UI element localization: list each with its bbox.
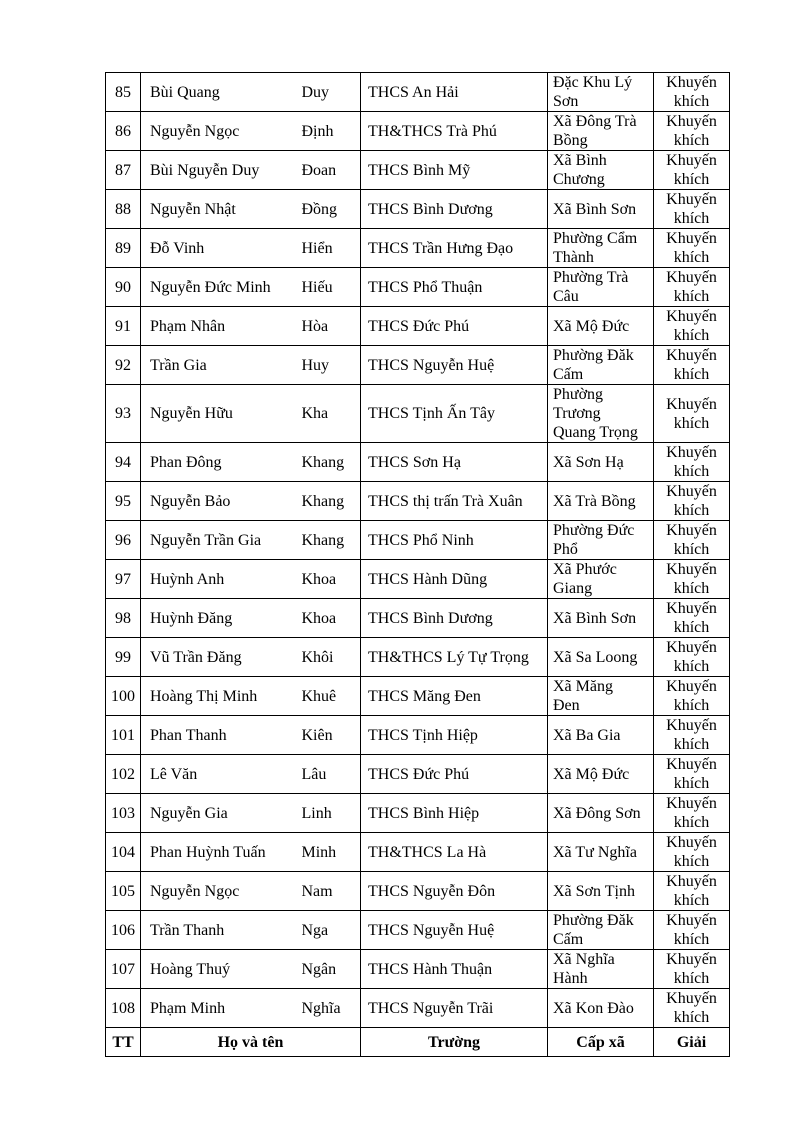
prize-cell: Khuyến khích: [654, 268, 730, 307]
last-middle-name-cell: Nguyễn Trần Gia: [141, 521, 301, 560]
table-row: [106, 989, 730, 1028]
first-name-cell: Đoan: [301, 151, 361, 190]
last-middle-name-cell: Nguyễn Ngọc: [141, 872, 301, 911]
school-cell: THCS An Hải: [361, 73, 548, 112]
prize-cell: Khuyến khích: [654, 190, 730, 229]
last-middle-name-cell: Nguyễn Hữu: [141, 385, 301, 443]
commune-cell: Xã Nghĩa Hành: [548, 950, 654, 989]
first-name-cell: Nga: [301, 911, 361, 950]
results-table-body: [106, 73, 730, 1028]
table-row: [106, 560, 730, 599]
school-cell: THCS Bình Hiệp: [361, 794, 548, 833]
commune-cell: Xã Sơn Tịnh: [548, 872, 654, 911]
first-name-cell: Khang: [301, 521, 361, 560]
last-middle-name-cell: Nguyễn Ngọc: [141, 112, 301, 151]
last-middle-name-cell: Bùi Nguyễn Duy: [141, 151, 301, 190]
first-name-cell: Kha: [301, 385, 361, 443]
column-header-school: Trường: [361, 1028, 548, 1057]
commune-cell: Xã Mộ Đức: [548, 307, 654, 346]
prize-cell: Khuyến khích: [654, 482, 730, 521]
row-number-cell: 100: [106, 677, 141, 716]
school-cell: TH&THCS La Hà: [361, 833, 548, 872]
first-name-cell: Minh: [301, 833, 361, 872]
last-middle-name-cell: Phạm Minh: [141, 989, 301, 1028]
prize-cell: Khuyến khích: [654, 385, 730, 443]
school-cell: THCS Nguyễn Trãi: [361, 989, 548, 1028]
prize-cell: Khuyến khích: [654, 599, 730, 638]
table-row: [106, 112, 730, 151]
row-number-cell: 105: [106, 872, 141, 911]
last-middle-name-cell: Nguyễn Gia: [141, 794, 301, 833]
first-name-cell: Khang: [301, 443, 361, 482]
row-number-cell: 95: [106, 482, 141, 521]
first-name-cell: Nam: [301, 872, 361, 911]
column-header-commune: Cấp xã: [548, 1028, 654, 1057]
row-number-cell: 86: [106, 112, 141, 151]
row-number-cell: 96: [106, 521, 141, 560]
commune-cell: Xã Kon Đào: [548, 989, 654, 1028]
first-name-cell: Khôi: [301, 638, 361, 677]
row-number-cell: 92: [106, 346, 141, 385]
last-middle-name-cell: Huỳnh Đăng: [141, 599, 301, 638]
row-number-cell: 94: [106, 443, 141, 482]
school-cell: THCS Đức Phú: [361, 755, 548, 794]
row-number-cell: 108: [106, 989, 141, 1028]
table-row: [106, 268, 730, 307]
school-cell: THCS Tịnh Hiệp: [361, 716, 548, 755]
first-name-cell: Khang: [301, 482, 361, 521]
first-name-cell: Hòa: [301, 307, 361, 346]
row-number-cell: 93: [106, 385, 141, 443]
last-middle-name-cell: Hoàng Thuý: [141, 950, 301, 989]
prize-cell: Khuyến khích: [654, 677, 730, 716]
last-middle-name-cell: Lê Văn: [141, 755, 301, 794]
school-cell: THCS Đức Phú: [361, 307, 548, 346]
school-cell: THCS Phổ Ninh: [361, 521, 548, 560]
table-row: [106, 638, 730, 677]
table-row: [106, 677, 730, 716]
school-cell: THCS Bình Dương: [361, 599, 548, 638]
first-name-cell: Hiển: [301, 229, 361, 268]
column-header-name: Họ và tên: [141, 1028, 361, 1057]
row-number-cell: 90: [106, 268, 141, 307]
school-cell: TH&THCS Lý Tự Trọng: [361, 638, 548, 677]
prize-cell: Khuyến khích: [654, 833, 730, 872]
school-cell: THCS Phổ Thuận: [361, 268, 548, 307]
row-number-cell: 98: [106, 599, 141, 638]
commune-cell: Phường Cẩm Thành: [548, 229, 654, 268]
commune-cell: Xã Bình Sơn: [548, 190, 654, 229]
prize-cell: Khuyến khích: [654, 950, 730, 989]
first-name-cell: Khoa: [301, 560, 361, 599]
column-header-tt: TT: [106, 1028, 141, 1057]
table-row: [106, 911, 730, 950]
first-name-cell: Duy: [301, 73, 361, 112]
last-middle-name-cell: Phan Huỳnh Tuấn: [141, 833, 301, 872]
table-row: [106, 521, 730, 560]
commune-cell: Xã Sa Loong: [548, 638, 654, 677]
row-number-cell: 87: [106, 151, 141, 190]
commune-cell: Phường Trương Quang Trọng: [548, 385, 654, 443]
first-name-cell: Khuê: [301, 677, 361, 716]
row-number-cell: 102: [106, 755, 141, 794]
first-name-cell: Nghĩa: [301, 989, 361, 1028]
commune-cell: Xã Bình Sơn: [548, 599, 654, 638]
prize-cell: Khuyến khích: [654, 872, 730, 911]
row-number-cell: 107: [106, 950, 141, 989]
prize-cell: Khuyến khích: [654, 307, 730, 346]
row-number-cell: 91: [106, 307, 141, 346]
row-number-cell: 103: [106, 794, 141, 833]
last-middle-name-cell: Đỗ Vinh: [141, 229, 301, 268]
row-number-cell: 97: [106, 560, 141, 599]
table-row: [106, 73, 730, 112]
last-middle-name-cell: Hoàng Thị Minh: [141, 677, 301, 716]
commune-cell: Xã Ba Gia: [548, 716, 654, 755]
column-header-prize: Giải: [654, 1028, 730, 1057]
prize-cell: Khuyến khích: [654, 755, 730, 794]
prize-cell: Khuyến khích: [654, 560, 730, 599]
school-cell: THCS Tịnh Ấn Tây: [361, 385, 548, 443]
table-row: [106, 346, 730, 385]
last-middle-name-cell: Bùi Quang: [141, 73, 301, 112]
table-row: [106, 872, 730, 911]
table-row: [106, 190, 730, 229]
commune-cell: Xã Trà Bồng: [548, 482, 654, 521]
prize-cell: Khuyến khích: [654, 794, 730, 833]
school-cell: THCS Nguyễn Đôn: [361, 872, 548, 911]
last-middle-name-cell: Trần Gia: [141, 346, 301, 385]
table-row: [106, 833, 730, 872]
column-header-row: [106, 1028, 730, 1057]
last-middle-name-cell: Nguyễn Nhật: [141, 190, 301, 229]
commune-cell: Xã Măng Đen: [548, 677, 654, 716]
school-cell: THCS Bình Dương: [361, 190, 548, 229]
row-number-cell: 106: [106, 911, 141, 950]
commune-cell: Phường Đức Phổ: [548, 521, 654, 560]
school-cell: THCS Trần Hưng Đạo: [361, 229, 548, 268]
row-number-cell: 85: [106, 73, 141, 112]
prize-cell: Khuyến khích: [654, 638, 730, 677]
school-cell: THCS Bình Mỹ: [361, 151, 548, 190]
table-row: [106, 229, 730, 268]
prize-cell: Khuyến khích: [654, 911, 730, 950]
school-cell: THCS Sơn Hạ: [361, 443, 548, 482]
school-cell: THCS thị trấn Trà Xuân: [361, 482, 548, 521]
prize-cell: Khuyến khích: [654, 151, 730, 190]
row-number-cell: 99: [106, 638, 141, 677]
table-row: [106, 755, 730, 794]
commune-cell: Xã Tư Nghĩa: [548, 833, 654, 872]
row-number-cell: 89: [106, 229, 141, 268]
prize-cell: Khuyến khích: [654, 346, 730, 385]
table-row: [106, 307, 730, 346]
last-middle-name-cell: Trần Thanh: [141, 911, 301, 950]
first-name-cell: Định: [301, 112, 361, 151]
first-name-cell: Ngân: [301, 950, 361, 989]
last-middle-name-cell: Huỳnh Anh: [141, 560, 301, 599]
table-row: [106, 950, 730, 989]
commune-cell: Phường Đăk Cấm: [548, 346, 654, 385]
commune-cell: Phường Trà Câu: [548, 268, 654, 307]
table-row: [106, 794, 730, 833]
commune-cell: Xã Bình Chương: [548, 151, 654, 190]
commune-cell: Đặc Khu Lý Sơn: [548, 73, 654, 112]
row-number-cell: 101: [106, 716, 141, 755]
prize-cell: Khuyến khích: [654, 229, 730, 268]
school-cell: THCS Nguyễn Huệ: [361, 911, 548, 950]
commune-cell: Phường Đăk Cấm: [548, 911, 654, 950]
row-number-cell: 104: [106, 833, 141, 872]
first-name-cell: Kiên: [301, 716, 361, 755]
table-row: [106, 151, 730, 190]
school-cell: THCS Hành Dũng: [361, 560, 548, 599]
table-row: [106, 482, 730, 521]
table-row: [106, 599, 730, 638]
school-cell: THCS Nguyễn Huệ: [361, 346, 548, 385]
commune-cell: Xã Sơn Hạ: [548, 443, 654, 482]
prize-cell: Khuyến khích: [654, 989, 730, 1028]
prize-cell: Khuyến khích: [654, 443, 730, 482]
prize-cell: Khuyến khích: [654, 716, 730, 755]
last-middle-name-cell: Vũ Trần Đăng: [141, 638, 301, 677]
first-name-cell: Đồng: [301, 190, 361, 229]
last-middle-name-cell: Phan Đông: [141, 443, 301, 482]
last-middle-name-cell: Nguyễn Đức Minh: [141, 268, 301, 307]
first-name-cell: Lâu: [301, 755, 361, 794]
school-cell: TH&THCS Trà Phú: [361, 112, 548, 151]
first-name-cell: Huy: [301, 346, 361, 385]
commune-cell: Xã Mộ Đức: [548, 755, 654, 794]
first-name-cell: Hiếu: [301, 268, 361, 307]
first-name-cell: Khoa: [301, 599, 361, 638]
table-row: [106, 443, 730, 482]
table-row: [106, 716, 730, 755]
prize-cell: Khuyến khích: [654, 73, 730, 112]
row-number-cell: 88: [106, 190, 141, 229]
results-table: [105, 72, 730, 1057]
school-cell: THCS Hành Thuận: [361, 950, 548, 989]
prize-cell: Khuyến khích: [654, 112, 730, 151]
commune-cell: Xã Đông Sơn: [548, 794, 654, 833]
last-middle-name-cell: Phan Thanh: [141, 716, 301, 755]
first-name-cell: Linh: [301, 794, 361, 833]
commune-cell: Xã Đông Trà Bồng: [548, 112, 654, 151]
table-row: [106, 385, 730, 443]
commune-cell: Xã Phước Giang: [548, 560, 654, 599]
school-cell: THCS Măng Đen: [361, 677, 548, 716]
prize-cell: Khuyến khích: [654, 521, 730, 560]
last-middle-name-cell: Phạm Nhân: [141, 307, 301, 346]
last-middle-name-cell: Nguyễn Bảo: [141, 482, 301, 521]
